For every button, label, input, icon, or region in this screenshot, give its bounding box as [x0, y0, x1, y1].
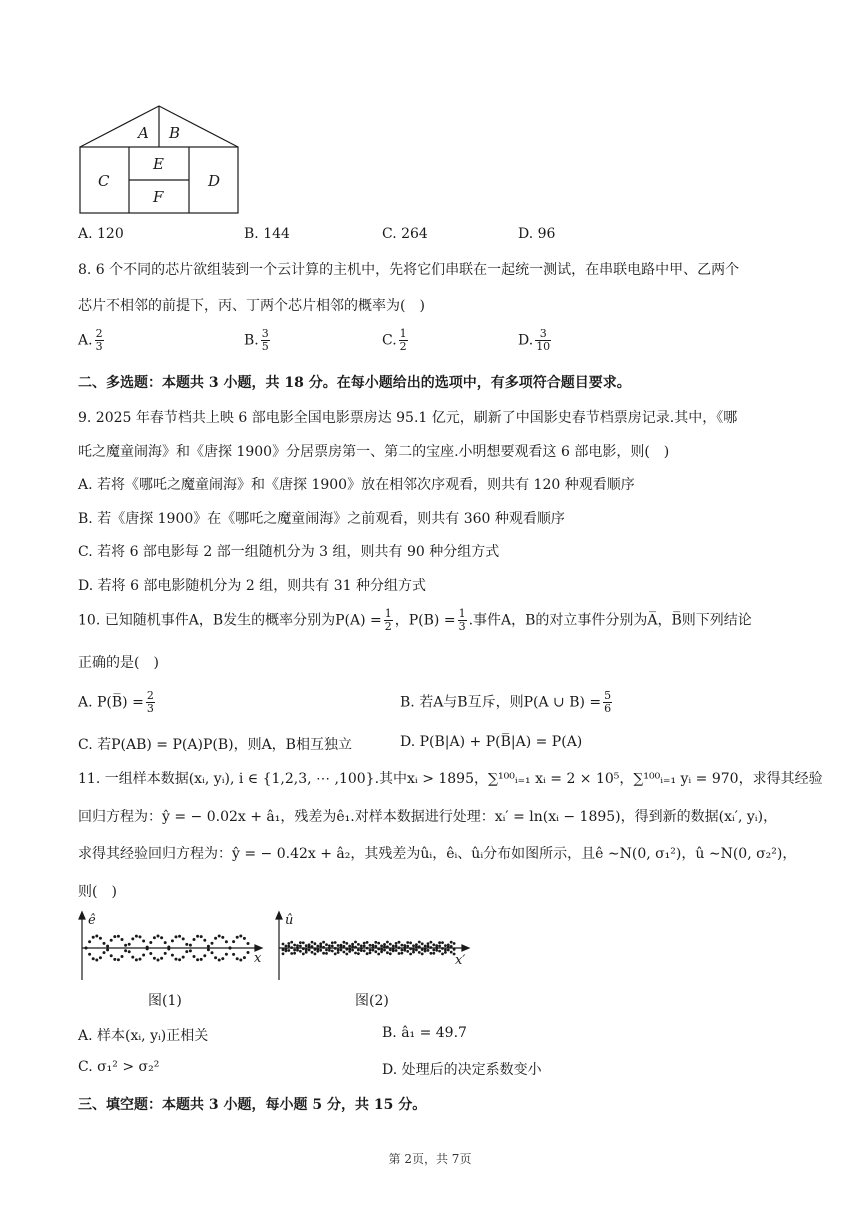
q8-option-a: A. $\frac{2}{3}$: [78, 327, 103, 353]
residual-point: [196, 935, 199, 938]
residual-point: [392, 949, 395, 952]
residual-point: [225, 940, 228, 943]
residual-point: [196, 958, 199, 961]
residual-point: [308, 946, 311, 949]
residual-point: [421, 948, 424, 951]
residual-point: [360, 945, 363, 948]
q11-text-line3: 求得其经验回归方程为：ŷ = − 0.42x + â₂，其残差为ûᵢ，êᵢ、ûᵢ分布如图所示，且ê ∼N(0, σ₁²)，û ∼N(0, σ₂²)，: [78, 846, 797, 862]
residual-point: [354, 941, 357, 944]
residual-point: [316, 945, 319, 948]
q9-text-line2: 吒之魔童闹海》和《唐探 1900》分居票房第一、第二的宝座.小明想要观看这 6 部电影，则( ): [78, 444, 670, 460]
residual-point: [432, 949, 435, 952]
residual-point: [121, 955, 124, 958]
q9-option-d: D. 若将 6 部电影随机分为 2 组，则共有 31 种分组方式: [78, 578, 426, 594]
residual-point: [103, 951, 106, 954]
residual-point: [178, 958, 181, 961]
residual-point: [113, 958, 116, 961]
residual-point: [398, 952, 401, 955]
residual-point: [299, 941, 302, 944]
residual-point: [287, 942, 290, 945]
residual-point: [128, 943, 131, 946]
residual-point: [406, 941, 409, 944]
residual-point: [432, 943, 435, 946]
residual-point: [236, 957, 239, 960]
residual-point: [334, 947, 337, 950]
q10-option-c: C. 若P(AB) = P(A)P(B)，则A，B相互独立: [78, 737, 352, 753]
residual-point: [302, 953, 305, 956]
residual-point: [296, 949, 299, 952]
residual-point: [157, 959, 160, 962]
q7-option-c: C. 264: [382, 226, 428, 242]
residual-point: [175, 958, 178, 961]
residual-point: [171, 954, 174, 957]
q9-option-a: A. 若将《哪吒之魔童闹海》和《唐探 1900》放在相邻次序观看，则共有 120 种观看顺序: [78, 477, 635, 493]
residual-point: [322, 946, 325, 949]
residual-point: [164, 952, 167, 955]
residual-point: [299, 945, 302, 948]
residual-point: [357, 943, 360, 946]
residual-point: [92, 957, 95, 960]
q11-text-line2: 回归方程为：ŷ = − 0.02x + â₁，残差为ê₁.对样本数据进行处理：xᵢ′ = ln(xᵢ − 1895)，得到新的数据(xᵢ′, yᵢ)，: [78, 809, 778, 825]
q7-option-d: D. 96: [518, 226, 556, 242]
residual-point: [193, 938, 196, 941]
residual-point: [182, 956, 185, 959]
residual-point: [314, 948, 317, 951]
residual-point: [167, 948, 170, 951]
residual-point: [354, 946, 357, 949]
residual-point: [182, 937, 185, 940]
residual-point: [149, 952, 152, 955]
residual-point: [282, 948, 285, 951]
residual-point: [322, 952, 325, 955]
residual-point: [302, 941, 305, 944]
residual-point: [334, 953, 337, 956]
residual-point: [193, 955, 196, 958]
residual-point: [211, 951, 214, 954]
residual-point: [398, 941, 401, 944]
residual-point: [415, 949, 418, 952]
residual-point: [325, 943, 328, 946]
residual-point: [92, 936, 95, 939]
residual-point: [409, 942, 412, 945]
residual-point: [189, 944, 192, 947]
residual-point: [328, 949, 331, 952]
region-f-label: F: [153, 188, 164, 206]
residual-point: [157, 935, 160, 938]
residual-point: [366, 941, 369, 944]
residual-point: [225, 953, 228, 956]
residual-point: [421, 953, 424, 956]
residual-point: [311, 951, 314, 954]
residual-point: [438, 950, 441, 953]
residual-point: [185, 943, 188, 946]
residual-point: [142, 940, 145, 943]
residual-point: [383, 949, 386, 952]
residual-point: [319, 942, 322, 945]
q8-option-b: B. $\frac{3}{5}$: [244, 327, 269, 353]
residual-point: [88, 953, 91, 956]
section3-heading: 三、填空题：本题共 3 小题，每小题 5 分，共 15 分。: [78, 1097, 427, 1113]
residual-point: [374, 950, 377, 953]
residual-point: [171, 939, 174, 942]
residual-point: [450, 951, 453, 954]
residual-point: [343, 945, 346, 948]
residual-point: [345, 953, 348, 956]
q11-option-a: A. 样本(xᵢ, yᵢ)正相关: [78, 1028, 209, 1044]
residual-point: [398, 946, 401, 949]
residual-point: [331, 950, 334, 953]
residual-point: [369, 951, 372, 954]
residual-point: [441, 947, 444, 950]
q10-option-a: A. P(B̅) = $\frac{2}{3}$: [78, 689, 154, 715]
residual-point: [389, 952, 392, 955]
residual-point: [345, 948, 348, 951]
residual-plot-1: [78, 910, 268, 982]
residual-point: [427, 945, 430, 948]
q11-option-c: C. σ₁² > σ₂²: [78, 1059, 160, 1075]
residual-point: [389, 943, 392, 946]
residual-point: [386, 951, 389, 954]
residual-point: [128, 950, 131, 953]
residual-point: [164, 941, 167, 944]
residual-point: [427, 942, 430, 945]
residual-point: [441, 953, 444, 956]
residual-point: [366, 947, 369, 950]
residual-point: [438, 945, 441, 948]
residual-point: [395, 949, 398, 952]
residual-point: [293, 949, 296, 952]
residual-point: [430, 946, 433, 949]
residual-point: [160, 957, 163, 960]
residual-point: [282, 952, 285, 955]
residual-point: [214, 937, 217, 940]
q7-option-a: A. 120: [78, 226, 124, 242]
q10-option-d: D. P(B|A) + P(B̅|A) = P(A): [400, 734, 583, 750]
region-b-label: B: [169, 124, 181, 142]
residual-point: [287, 945, 290, 948]
residual-point: [149, 941, 152, 944]
residual-point: [447, 946, 450, 949]
residual-point: [363, 945, 366, 948]
residual-point: [334, 941, 337, 944]
residual-point: [403, 949, 406, 952]
residual-point: [207, 948, 210, 951]
residual-point: [432, 952, 435, 955]
residual-point: [374, 945, 377, 948]
residual-point: [139, 958, 142, 961]
residual-point: [424, 950, 427, 953]
residual-point: [409, 953, 412, 956]
residual-point: [377, 948, 380, 951]
residual-point: [243, 937, 246, 940]
residual-point: [200, 935, 203, 938]
residual-point: [319, 945, 322, 948]
residual-point: [430, 952, 433, 955]
residual-point: [395, 942, 398, 945]
residual-point: [285, 950, 288, 953]
residual-point: [207, 945, 210, 948]
residual-point: [412, 944, 415, 947]
residual-point: [380, 945, 383, 948]
residual-point: [363, 949, 366, 952]
plot2-x-label: x′: [455, 953, 466, 968]
residual-point: [218, 935, 221, 938]
residual-point: [293, 952, 296, 955]
residual-point: [453, 948, 456, 951]
residual-point: [146, 947, 149, 950]
residual-point: [403, 946, 406, 949]
residual-point: [221, 936, 224, 939]
q8-text-line2: 芯片不相邻的前提下，丙、丁两个芯片相邻的概率为( ): [78, 298, 425, 314]
residual-point: [343, 941, 346, 944]
residual-point: [345, 942, 348, 945]
residual-point: [372, 946, 375, 949]
residual-point: [337, 944, 340, 947]
residual-point: [160, 936, 163, 939]
residual-point: [311, 945, 314, 948]
residual-point: [406, 950, 409, 953]
residual-point: [447, 949, 450, 952]
residual-point: [124, 944, 127, 947]
residual-point: [95, 959, 98, 962]
residual-point: [139, 935, 142, 938]
residual-point: [340, 946, 343, 949]
residual-point: [427, 949, 430, 952]
residual-point: [282, 943, 285, 946]
region-c-label: C: [98, 172, 110, 190]
residual-point: [369, 949, 372, 952]
residual-point: [85, 947, 88, 950]
residual-point: [135, 958, 138, 961]
page-footer: 第 2页，共 7页: [388, 1152, 472, 1166]
region-d-label: D: [208, 172, 221, 190]
residual-point: [348, 950, 351, 953]
residual-point: [135, 935, 138, 938]
residual-point: [363, 942, 366, 945]
plot1-caption: 图(1): [148, 993, 182, 1009]
residual-point: [302, 947, 305, 950]
residual-point: [444, 949, 447, 952]
residual-point: [337, 949, 340, 952]
residual-point: [444, 951, 447, 954]
q11-text-line4: 则( ): [78, 884, 117, 900]
residual-point: [450, 945, 453, 948]
residual-point: [369, 944, 372, 947]
residual-point: [117, 958, 120, 961]
residual-point: [305, 948, 308, 951]
residual-point: [311, 941, 314, 944]
residual-point: [247, 942, 250, 945]
residual-point: [418, 941, 421, 944]
residual-point: [142, 954, 145, 957]
residual-point: [200, 958, 203, 961]
residual-point: [412, 951, 415, 954]
residual-point: [406, 945, 409, 948]
house-figure: [78, 104, 243, 216]
residual-point: [389, 948, 392, 951]
residual-point: [314, 953, 317, 956]
residual-point: [337, 951, 340, 954]
residual-point: [348, 945, 351, 948]
residual-point: [296, 946, 299, 949]
q8-text-line1: 8. 6 个不同的芯片欲组装到一个云计算的主机中，先将它们串联在一起统一测试，在串联电路中甲、乙两个: [78, 262, 740, 278]
residual-point: [360, 949, 363, 952]
residual-point: [247, 951, 250, 954]
residual-point: [211, 942, 214, 945]
q10-text-line2: 正确的是( ): [78, 655, 159, 671]
residual-point: [95, 935, 98, 938]
residual-point: [232, 940, 235, 943]
residual-point: [366, 952, 369, 955]
residual-point: [453, 942, 456, 945]
residual-point: [203, 954, 206, 957]
residual-point: [444, 944, 447, 947]
q11-option-b: B. â₁ = 49.7: [382, 1025, 467, 1041]
q10-option-b: B. 若A与B互斥，则P(A ∪ B) = $\frac{5}{6}$: [400, 689, 612, 715]
q9-text-line1: 9. 2025 年春节档共上映 6 部电影全国电影票房达 95.1 亿元，刷新了中国影史春节档票房记录.其中，《哪: [78, 410, 738, 426]
residual-point: [351, 945, 354, 948]
residual-point: [450, 941, 453, 944]
residual-point: [218, 959, 221, 962]
residual-point: [340, 949, 343, 952]
residual-point: [357, 949, 360, 952]
residual-point: [117, 935, 120, 938]
residual-point: [290, 941, 293, 944]
residual-point: [392, 945, 395, 948]
plot1-x-label: x: [254, 951, 262, 966]
q8-option-d: D. $\frac{3}{10}$: [518, 327, 551, 353]
residual-point: [380, 950, 383, 953]
residual-plot-2: [275, 910, 475, 982]
q9-option-c: C. 若将 6 部电影每 2 部一组随机分为 3 组，则共有 90 种分组方式: [78, 544, 500, 560]
residual-point: [110, 939, 113, 942]
residual-point: [285, 945, 288, 948]
residual-point: [412, 948, 415, 951]
residual-point: [409, 947, 412, 950]
residual-point: [131, 937, 134, 940]
residual-point: [99, 956, 102, 959]
residual-point: [357, 952, 360, 955]
section2-heading: 二、多选题：本题共 3 小题，共 18 分。在每小题给出的选项中，有多项符合题目要求。: [78, 375, 631, 391]
region-e-label: E: [153, 155, 164, 173]
residual-point: [401, 952, 404, 955]
residual-point: [377, 953, 380, 956]
residual-point: [418, 951, 421, 954]
residual-point: [239, 935, 242, 938]
residual-point: [374, 941, 377, 944]
q7-option-b: B. 144: [244, 226, 290, 242]
plot2-caption: 图(2): [355, 993, 389, 1009]
residual-point: [430, 941, 433, 944]
residual-point: [175, 935, 178, 938]
residual-point: [331, 941, 334, 944]
residual-point: [131, 956, 134, 959]
residual-point: [305, 944, 308, 947]
residual-point: [290, 952, 293, 955]
q8-option-c: C. $\frac{1}{2}$: [382, 327, 407, 353]
residual-point: [243, 956, 246, 959]
residual-point: [343, 951, 346, 954]
residual-point: [441, 941, 444, 944]
residual-point: [351, 949, 354, 952]
residual-point: [331, 945, 334, 948]
q9-option-b: B. 若《唐探 1900》在《哪吒之魔童闹海》之前观看，则共有 360 种观看顺序: [78, 511, 565, 527]
residual-point: [178, 935, 181, 938]
residual-point: [319, 949, 322, 952]
residual-point: [99, 937, 102, 940]
q11-option-d: D. 处理后的决定系数变小: [382, 1062, 542, 1078]
residual-point: [325, 949, 328, 952]
residual-point: [401, 949, 404, 952]
residual-point: [113, 935, 116, 938]
residual-point: [124, 949, 127, 952]
residual-point: [316, 950, 319, 953]
residual-point: [424, 945, 427, 948]
residual-point: [418, 945, 421, 948]
residual-point: [221, 957, 224, 960]
residual-point: [106, 945, 109, 948]
plot1-y-label: ê: [88, 913, 96, 928]
residual-point: [435, 949, 438, 952]
residual-point: [354, 952, 357, 955]
residual-point: [232, 953, 235, 956]
residual-point: [189, 949, 192, 952]
residual-point: [153, 957, 156, 960]
residual-point: [322, 941, 325, 944]
residual-point: [153, 936, 156, 939]
residual-point: [438, 941, 441, 944]
residual-point: [299, 950, 302, 953]
residual-point: [421, 942, 424, 945]
residual-point: [308, 949, 311, 952]
residual-point: [290, 946, 293, 949]
plot2-y-label: û: [285, 913, 294, 928]
residual-point: [185, 950, 188, 953]
residual-point: [214, 956, 217, 959]
residual-point: [287, 949, 290, 952]
residual-point: [401, 944, 404, 947]
residual-point: [415, 945, 418, 948]
q11-text-line1: 11. 一组样本数据(xᵢ, yᵢ), i ∈ {1,2,3, ⋯ ,100}.其中xᵢ > 1895，∑¹⁰⁰ᵢ₌₁ xᵢ = 2 × 10⁵，∑¹⁰⁰ᵢ₌₁ yᵢ = 970，求得其经验: [78, 771, 823, 787]
residual-point: [121, 938, 124, 941]
residual-point: [106, 948, 109, 951]
residual-point: [395, 945, 398, 948]
region-a-label: A: [138, 124, 149, 142]
residual-point: [372, 949, 375, 952]
residual-point: [88, 940, 91, 943]
residual-point: [305, 951, 308, 954]
q10-text-line1: 10. 已知随机事件A，B发生的概率分别为P(A) = $\frac{1}{2}$ ，P(B) = $\frac{1}{3}$ .事件A，B的对立事件分别为A̅，B̅则下列结论: [78, 607, 752, 633]
residual-point: [383, 945, 386, 948]
residual-point: [386, 945, 389, 948]
residual-point: [377, 942, 380, 945]
residual-point: [386, 941, 389, 944]
residual-point: [314, 942, 317, 945]
residual-point: [293, 944, 296, 947]
residual-point: [110, 954, 113, 957]
residual-point: [325, 952, 328, 955]
residual-point: [236, 936, 239, 939]
residual-point: [103, 942, 106, 945]
residual-point: [203, 939, 206, 942]
residual-point: [239, 959, 242, 962]
residual-point: [229, 946, 232, 949]
